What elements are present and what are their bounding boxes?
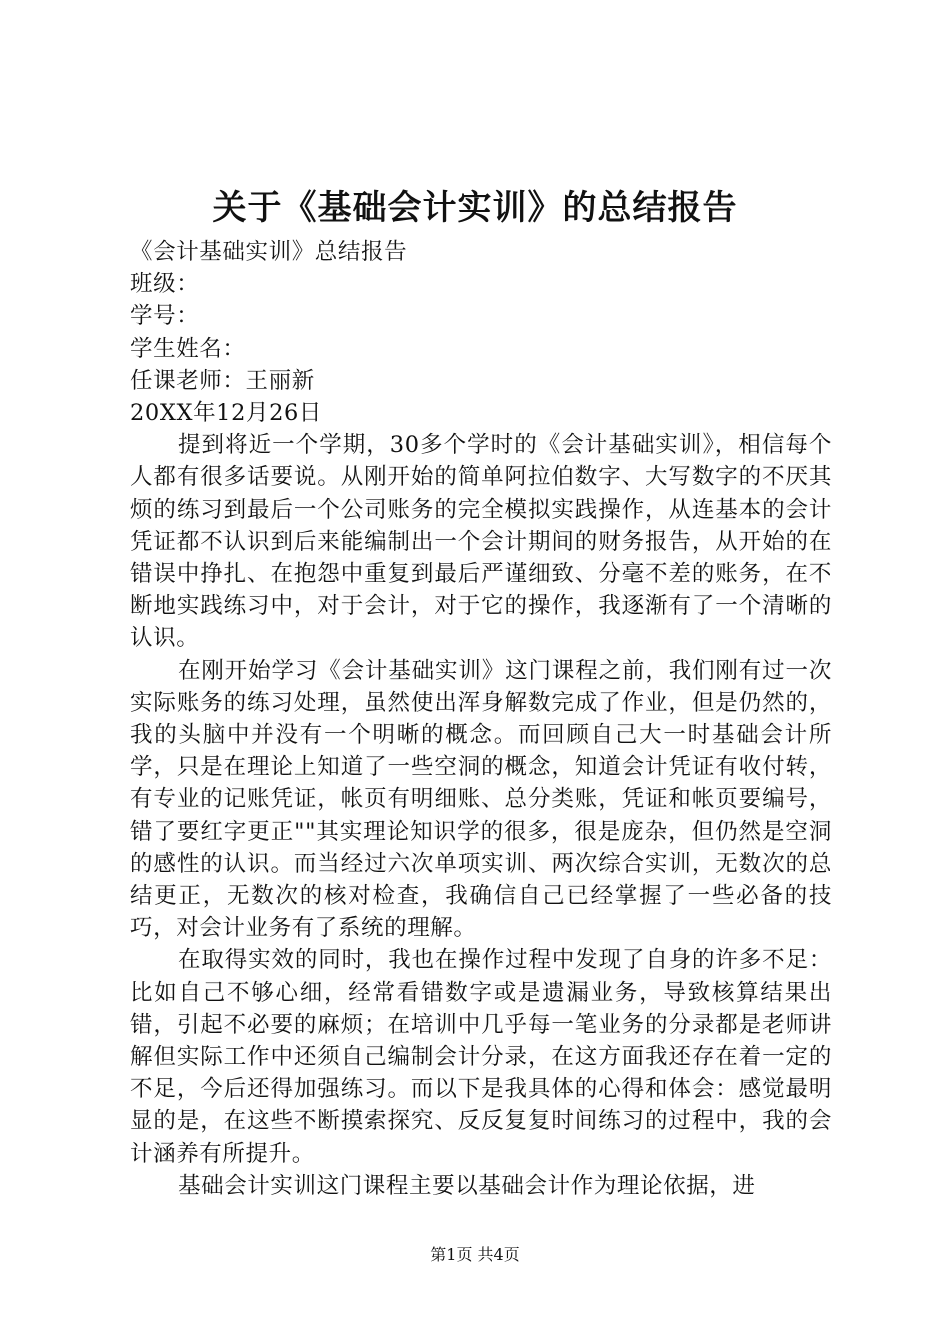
paragraph: 基础会计实训这门课程主要以基础会计作为理论依据，进 [178, 1172, 756, 1199]
student-id-line: 学号： [130, 303, 200, 330]
paragraph: 在刚开始学习《会计基础实训》这门课程之前，我们刚有过一次实际账务的练习处理，虽然使出浑身解数完成了作业，但是仍然的，我的头脑中并没有一个明晰的概念。而回顾自己大一时基础会计所学，只是在理论上知道了一些空洞的概念，知道会计凭证有收付转，有专业的记账凭证，帐页有明细账、总分类账，凭证和帐页要编号，错了要红字更正""其实理论知识学的很多，很是庞杂，但仍然是空洞的感性的认识。而当经过六次单项实训、两次综合实训，无数次的总结更正，无数次的核对检查，我确信自己已经掌握了一些必备的技巧，对会计业务有了系统的理解。 [130, 657, 832, 942]
teacher-line: 任课老师：王丽新 [130, 367, 315, 394]
paragraph: 提到将近一个学期，30多个学时的《会计基础实训》，相信每个人都有很多话要说。从刚开始的简单阿拉伯数字、大写数字的不厌其烦的练习到最后一个公司账务的完全模拟实践操作，从连基本的会计凭证都不认识到后来能编制出一个会计期间的财务报告，从开始的在错误中挣扎、在抱怨中重复到最后严谨细致、分毫不差的账务，在不断地实践练习中，对于会计，对于它的操作，我逐渐有了一个清晰的认识。 [130, 432, 832, 652]
class-line: 班级： [130, 271, 200, 298]
student-name-line: 学生姓名： [130, 335, 246, 362]
date-line: 20XX年12月26日 [130, 400, 323, 427]
page-number-footer: 第1页 共4页 [430, 1245, 520, 1264]
subtitle-line: 《会计基础实训》总结报告 [130, 239, 408, 265]
document-body [130, 236, 832, 1202]
paragraph: 在取得实效的同时，我也在操作过程中发现了自身的许多不足：比如自己不够心细，经常看错数字或是遗漏业务，导致核算结果出错，引起不必要的麻烦；在培训中几乎每一笔业务的分录都是老师讲解但实际工作中还须自己编制会计分录，在这方面我还存在着一定的不足，今后还得加强练习。而以下是我具体的心得和体会：感觉最明显的是，在这些不断摸索探究、反反复复时间练习的过程中，我的会计涵养有所提升。 [130, 947, 832, 1167]
document-title: 关于《基础会计实训》的总结报告 [212, 188, 738, 228]
